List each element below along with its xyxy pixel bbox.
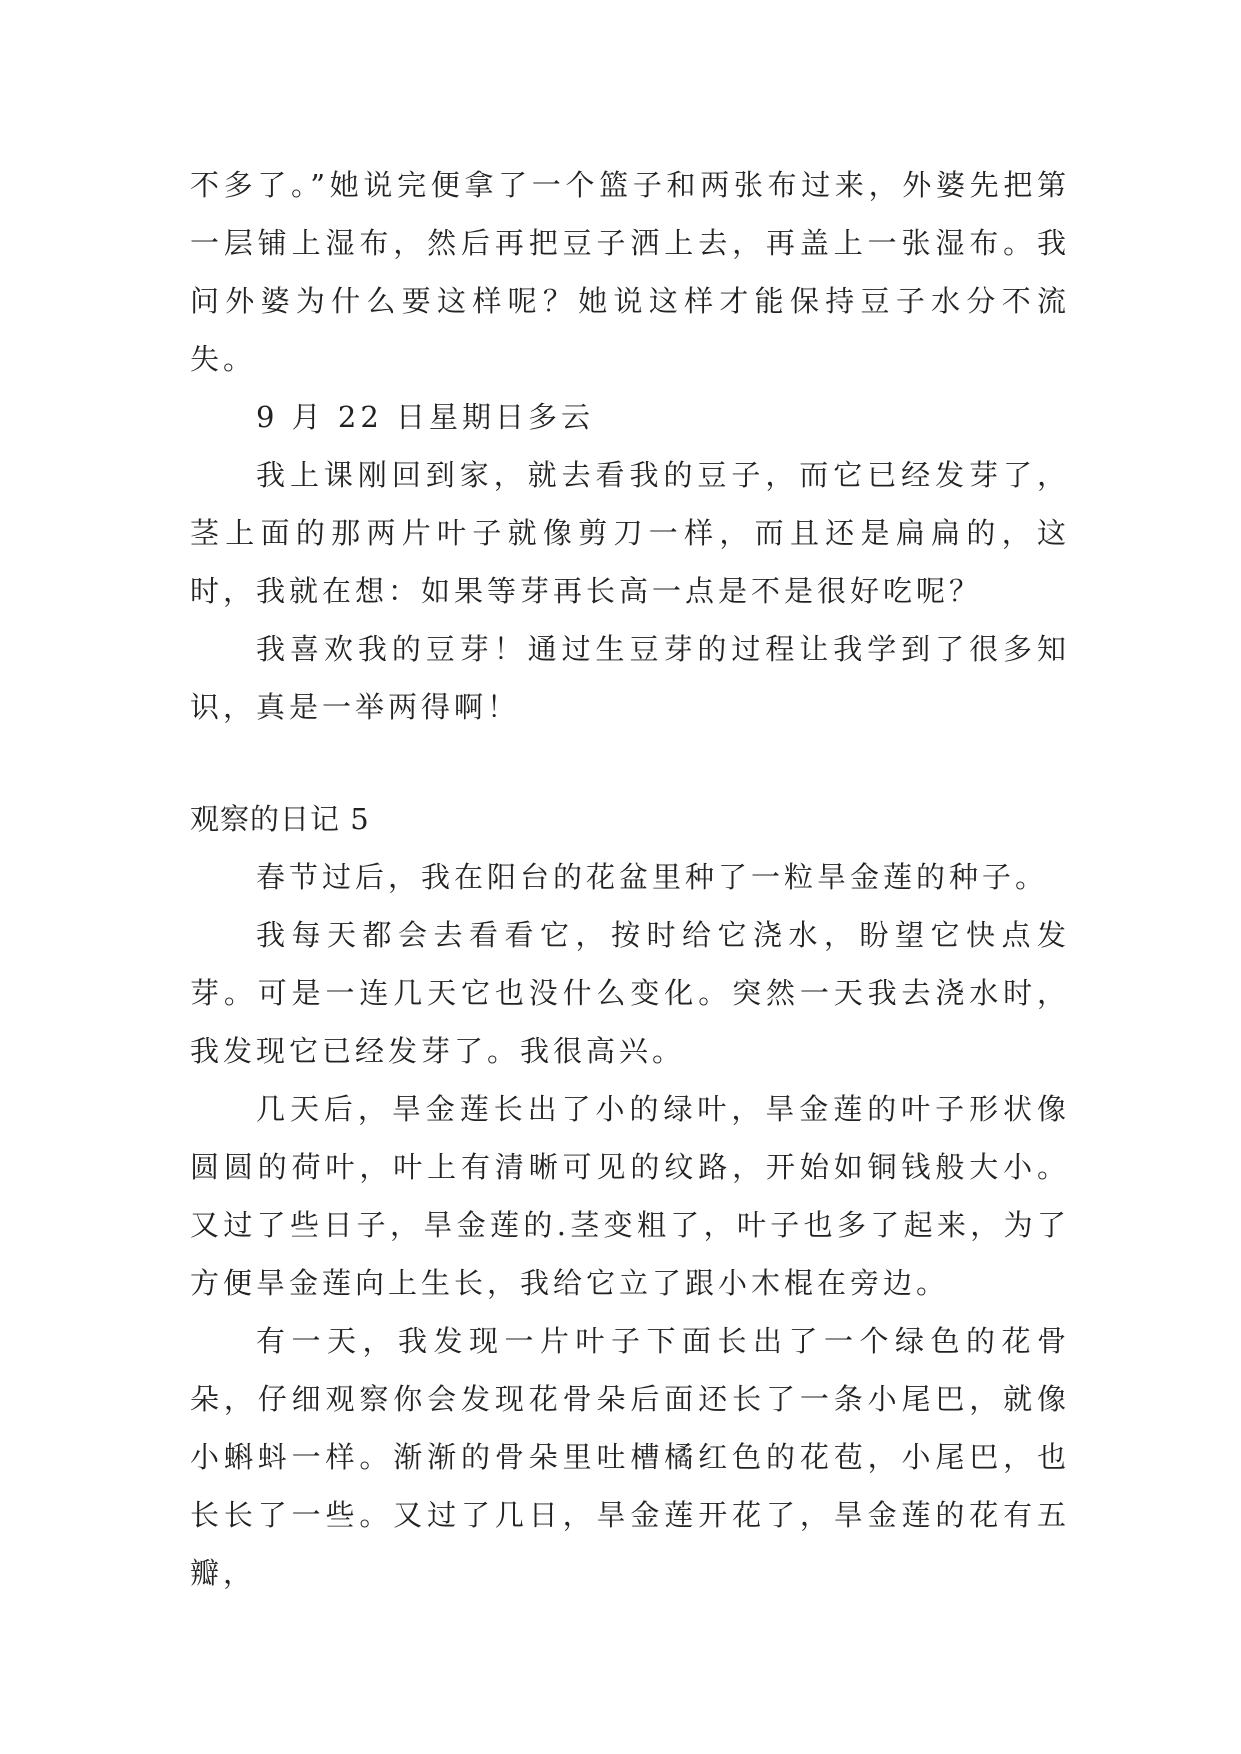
paragraph-conclusion: 我喜欢我的豆芽！通过生豆芽的过程让我学到了很多知识，真是一举两得啊！: [190, 632, 1070, 724]
paragraph-watering: 我每天都会去看看它，按时给它浇水，盼望它快点发芽。可是一连几天它也没什么变化。突然一天我去浇水时，我发现它已经发芽了。我很高兴。: [190, 918, 1070, 1068]
paragraph-planting: 春节过后，我在阳台的花盆里种了一粒旱金莲的种子。: [256, 860, 1049, 894]
paragraph-leaves: 几天后，旱金莲长出了小的绿叶，旱金莲的叶子形状像圆圆的荷叶，叶上有清晰可见的纹路，开始如铜钱般大小。又过了些日子，旱金莲的.茎变粗了，叶子也多了起来，为了方便旱金莲向上生长，我给它立了跟小木棍在旁边。: [190, 1092, 1070, 1300]
document-body: [190, 156, 1070, 1602]
paragraph-sprouting: 我上课刚回到家，就去看我的豆子，而它已经发芽了，茎上面的那两片叶子就像剪刀一样，而且还是扁扁的，这时，我就在想：如果等芽再长高一点是不是很好吃呢？: [190, 458, 1070, 608]
diary-date-line: 9 月 22 日星期日多云: [256, 400, 595, 434]
paragraph-continued-instructions: 不多了。”她说完便拿了一个篮子和两张布过来，外婆先把第一层铺上湿布，然后再把豆子洒上去，再盖上一张湿布。我问外婆为什么要这样呢？她说这样才能保持豆子水分不流失。: [190, 168, 1070, 376]
section-heading: 观察的日记 5: [190, 802, 370, 836]
paragraph-flower-bud: 有一天，我发现一片叶子下面长出了一个绿色的花骨朵，仔细观察你会发现花骨朵后面还长了一条小尾巴，就像小蝌蚪一样。渐渐的骨朵里吐槽橘红色的花苞，小尾巴，也长长了一些。又过了几日，旱金莲开花了，旱金莲的花有五瓣，: [190, 1324, 1070, 1590]
